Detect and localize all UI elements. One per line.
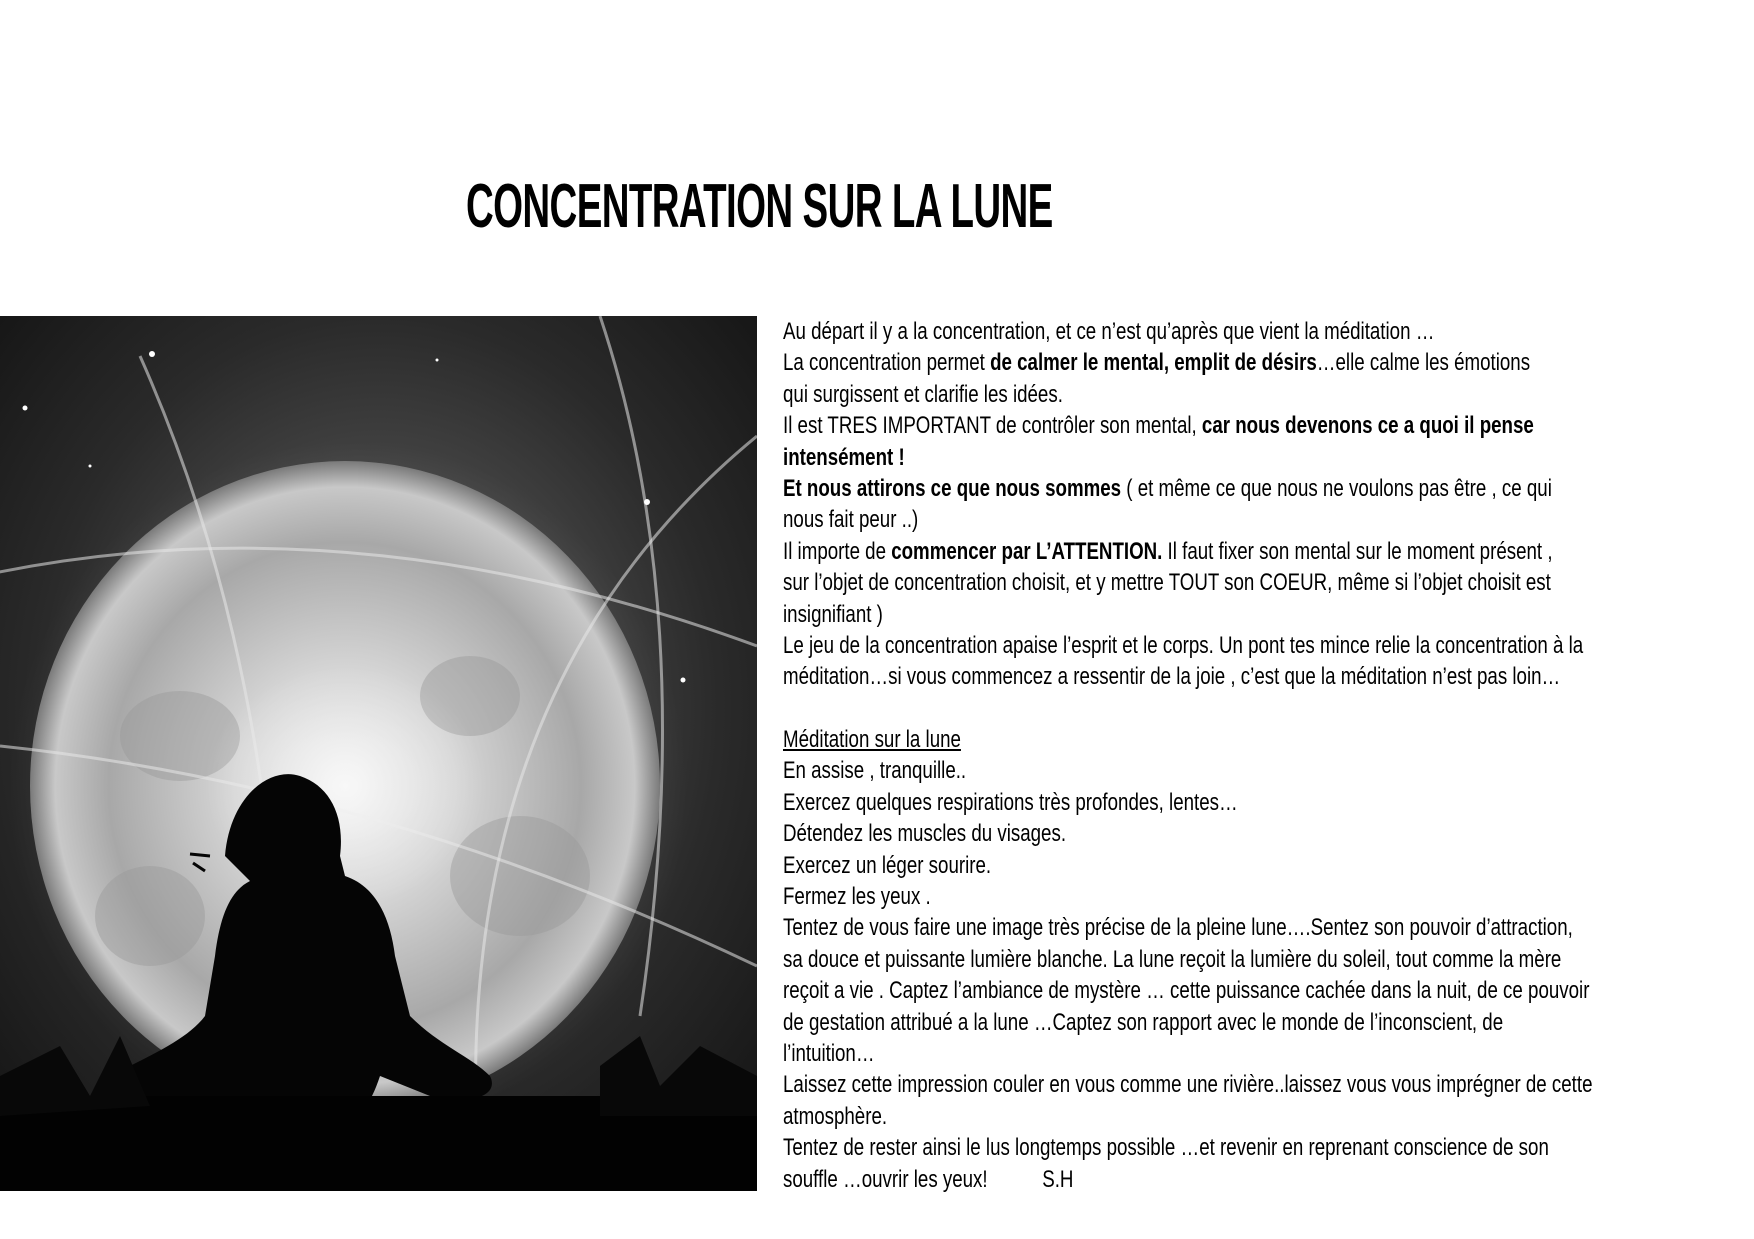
text-segment: méditation…si vous commencez a ressentir de la joie , c’est que la méditation n’est pas loin… [783,663,1561,691]
moon-silhouette-illustration [0,316,757,1191]
signature: S.H [1042,1165,1074,1193]
text-segment: de gestation attribué a la lune …Captez son rapport avec le monde de l’inconscient, de [783,1008,1504,1036]
intro-line [783,504,1516,535]
meditation-line [783,1164,1516,1195]
bold-text: car nous devenons ce a quoi il pense [1201,412,1534,440]
text-segment: Exercez quelques respirations très profondes, lentes… [783,788,1238,816]
bold-text: de calmer le mental, emplit de désirs [990,349,1317,377]
intro-line [783,661,1561,692]
intro-line [783,316,1516,347]
bold-text: intensément ! [783,443,905,471]
text-segment: Fermez les yeux . [783,883,931,911]
text-segment: ( et même ce que nous ne voulons pas être , ce qui [1121,474,1552,502]
intro-line [783,630,1584,661]
intro-line [783,410,1534,441]
text-segment: En assise , tranquille.. [783,757,967,785]
section-heading-line [783,724,1516,755]
text-segment: l’intuition… [783,1039,875,1067]
text-segment: Le jeu de la concentration apaise l’esprit et le corps. Un pont tes mince relie la concentration à la [783,631,1584,659]
meditation-line [783,850,1516,881]
text-segment: Tentez de vous faire une image très précise de la pleine lune….Sentez son pouvoir d’attraction, [783,914,1573,942]
meditation-line [783,1132,1549,1163]
meditation-line [783,881,1516,912]
text-segment: …elle calme les émotions [1316,349,1531,377]
text-segment: souffle …ouvrir les yeux! [783,1165,988,1193]
text-segment: Laissez cette impression couler en vous comme une rivière..laissez vous vous imprégner de cette [783,1071,1593,1099]
text-segment: qui surgissent et clarifie les idées. [783,380,1063,408]
text-segment: insignifiant ) [783,600,883,628]
meditation-line [783,1038,1516,1069]
meditation-line [783,1069,1593,1100]
intro-line [783,567,1551,598]
text-segment: Tentez de rester ainsi le lus longtemps possible …et revenir en reprenant conscience de son [783,1134,1549,1162]
bold-text: Et nous attirons ce que nous sommes [783,474,1122,502]
intro-line [783,473,1552,504]
intro-line [783,442,1516,473]
meditation-line [783,787,1516,818]
text-segment: Au départ il y a la concentration, et ce n’est qu’après que vient la méditation … [783,318,1435,345]
meditation-line [783,1101,1516,1132]
meditation-moon-photo [0,316,757,1191]
text-segment: atmosphère. [783,1102,888,1130]
text-segment: sur l’objet de concentration choisit, et y mettre TOUT son COEUR, même si l’objet choisit est [783,569,1551,597]
section-heading: Méditation sur la lune [783,726,961,754]
text-segment: sa douce et puissante lumière blanche. La lune reçoit la lumière du soleil, tout comme la mère [783,945,1562,973]
text-segment: Il faut fixer son mental sur le moment présent , [1162,537,1553,565]
text-segment: La concentration permet [783,349,991,377]
text-segment: Il est TRES IMPORTANT de contrôler son mental, [783,412,1202,440]
text-segment: reçoit a vie . Captez l’ambiance de mystère … cette puissance cachée dans la nuit, de ce pouvoir [783,977,1590,1005]
meditation-paragraphs [783,755,1723,1194]
text-segment: Il importe de [783,537,892,565]
meditation-line [783,912,1573,943]
meditation-line [783,755,1516,786]
intro-line [783,347,1531,378]
meditation-line [783,975,1590,1006]
meditation-line [783,818,1516,849]
page-title: CONCENTRATION SUR LA LUNE [466,172,1053,241]
intro-line [783,379,1516,410]
meditation-line [783,1007,1516,1038]
intro-paragraphs [783,316,1723,693]
text-segment: nous fait peur ..) [783,506,919,534]
article-text [783,316,1723,1195]
bold-text: commencer par L’ATTENTION. [891,537,1163,565]
meditation-line [783,944,1562,975]
text-segment: Détendez les muscles du visages. [783,820,1067,848]
intro-line [783,599,1516,630]
intro-line [783,536,1553,567]
text-segment: Exercez un léger sourire. [783,851,992,879]
blank-line [783,693,1516,724]
